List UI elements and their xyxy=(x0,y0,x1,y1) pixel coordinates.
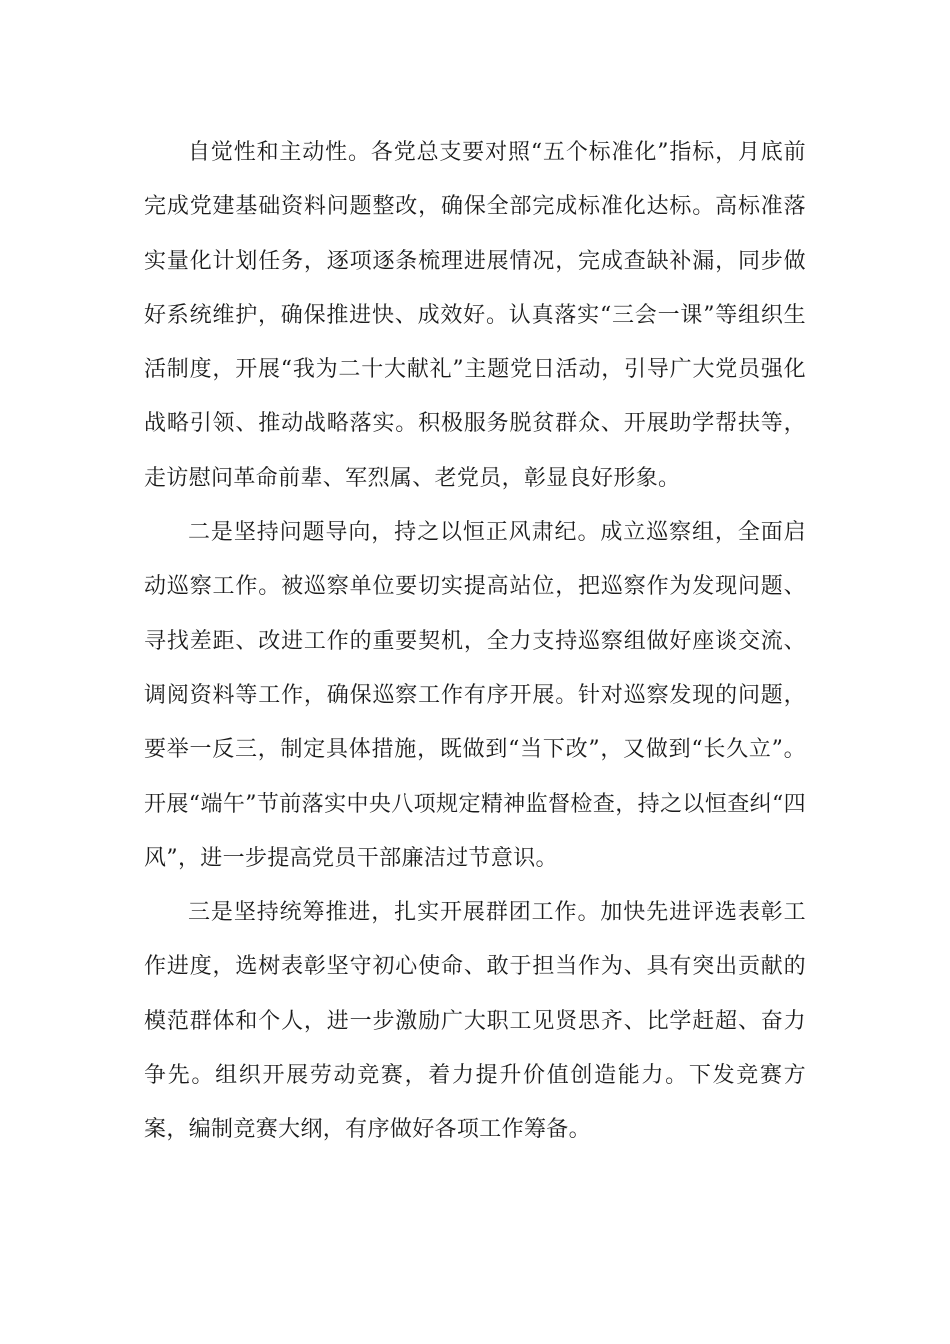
document-body xyxy=(144,126,806,1158)
paragraph-mass-organization: 三是坚持统筹推进，扎实开展群团工作。加快先进评选表彰工作进度，选树表彰坚守初心使命、敢于担当作为、具有突出贡献的模范群体和个人，进一步激励广大职工见贤思齐、比学赶超、奋力争先。组织开展劳动竞赛，着力提升价值创造能力。下发竞赛方案，编制竞赛大纲，有序做好各项工作筹备。 xyxy=(144,900,806,1143)
paragraph-party-building: 自觉性和主动性。各党总支要对照“五个标准化”指标，月底前完成党建基础资料问题整改，确保全部完成标准化达标。高标准落实量化计划任务，逐项逐条梳理进展情况，完成查缺补漏，同步做好系统维护，确保推进快、成效好。认真落实“三会一课”等组织生活制度，开展“我为二十大献礼”主题党日活动，引导广大党员强化战略引领、推动战略落实。积极服务脱贫群众、开展助学帮扶等，走访慰问革命前辈、军烈属、老党员，彰显良好形象。 xyxy=(144,140,806,491)
paragraph-inspection: 二是坚持问题导向，持之以恒正风肃纪。成立巡察组，全面启动巡察工作。被巡察单位要切实提高站位，把巡察作为发现问题、寻找差距、改进工作的重要契机，全力支持巡察组做好座谈交流、调阅资料等工作，确保巡察工作有序开展。针对巡察发现的问题，要举一反三，制定具体措施，既做到“当下改”，又做到“长久立”。开展“端午”节前落实中央八项规定精神监督检查，持之以恒查纠“四风”，进一步提高党员干部廉洁过节意识。 xyxy=(144,520,806,871)
